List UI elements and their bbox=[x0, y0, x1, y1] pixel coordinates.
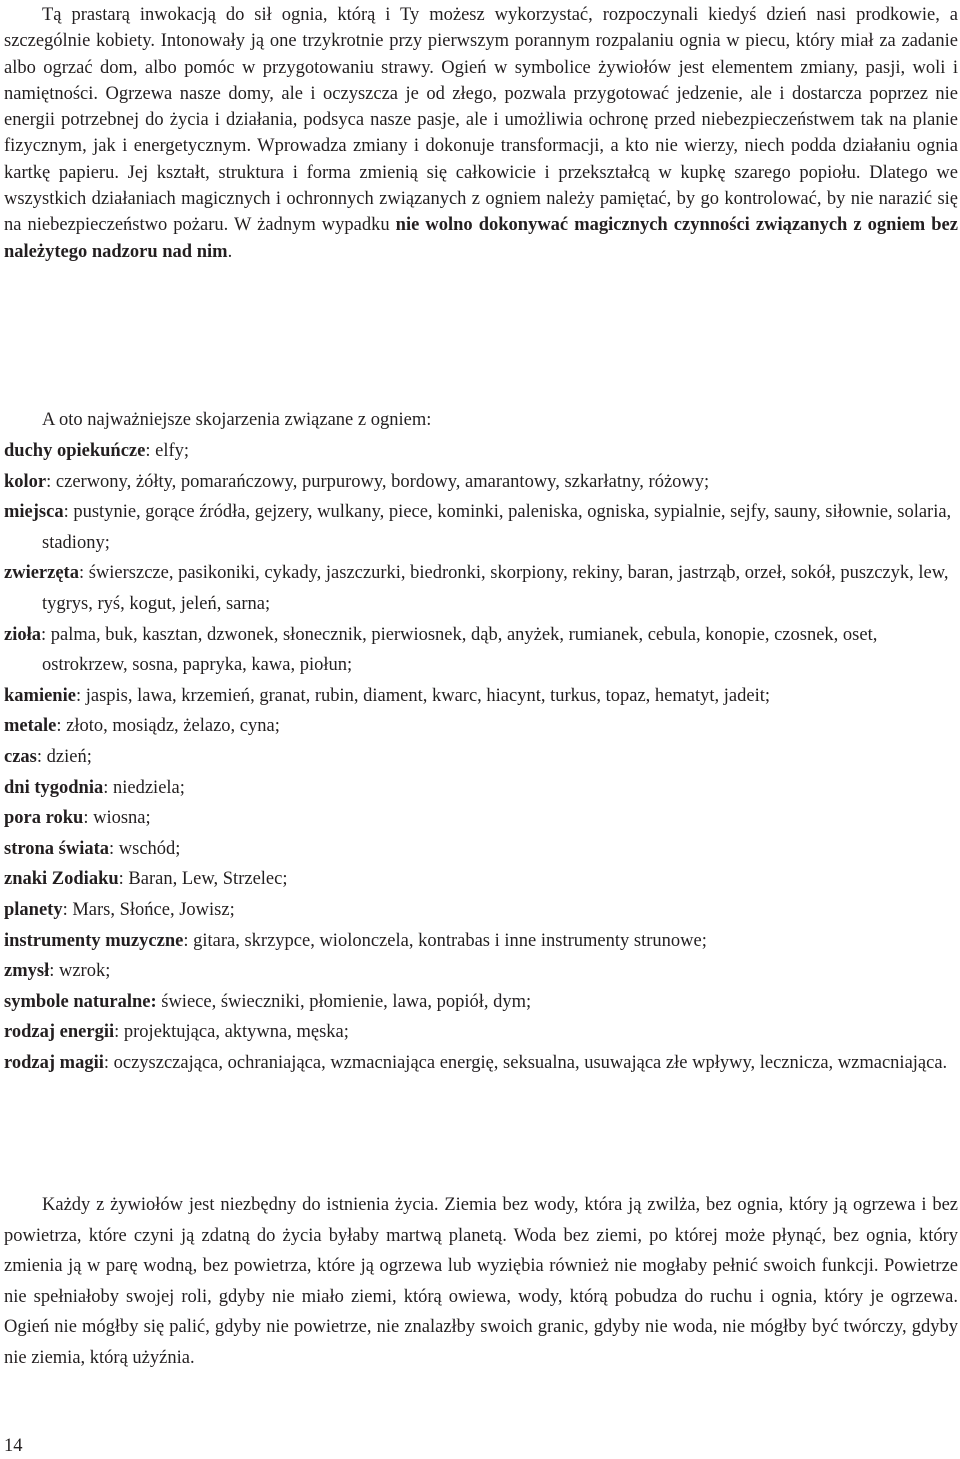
item-separator: : bbox=[103, 1052, 114, 1073]
item-label: zioła bbox=[4, 624, 41, 645]
list-item bbox=[4, 956, 958, 987]
item-value: wzrok; bbox=[58, 961, 111, 982]
item-separator: : bbox=[46, 471, 56, 492]
list-item bbox=[4, 1017, 958, 1048]
item-separator: : bbox=[56, 716, 67, 737]
item-separator: : bbox=[36, 746, 47, 767]
item-value: gitara, skrzypce, wiolonczela, kontrabas i inne instrumenty strunowe; bbox=[193, 930, 707, 951]
list-item bbox=[4, 467, 958, 498]
item-value: pustynie, gorące źródła, gejzery, wulkany, piece, kominki, paleniska, ogniska, sypialnie, sejfy, sauny, siłownie, solaria, stadiony; bbox=[42, 502, 952, 553]
warning-bold-text: nie wolno dokonywać magicznych czynności związanych z ogniem bez należytego nadzoru nad nim bbox=[4, 215, 958, 262]
item-label: duchy opiekuńcze bbox=[4, 441, 146, 461]
list-item bbox=[4, 864, 958, 895]
item-value: jaspis, lawa, krzemień, granat, rubin, diament, kwarc, hiacynt, turkus, topaz, hematyt, jadeit; bbox=[85, 685, 771, 706]
item-label: kamienie bbox=[4, 685, 76, 706]
paragraph-end: . bbox=[227, 241, 233, 262]
item-separator: : bbox=[118, 869, 129, 890]
list-item bbox=[4, 834, 958, 865]
item-separator: : bbox=[75, 685, 86, 706]
item-label: znaki Zodiaku bbox=[4, 869, 119, 890]
item-value: palma, buk, kasztan, dzwonek, słonecznik, pierwiosnek, dąb, anyżek, rumianek, cebula, konopie, czosnek, oset, ostrokrzew, sosna, papryka, kawa, piołun; bbox=[42, 624, 878, 676]
item-separator: : bbox=[49, 961, 59, 982]
item-separator: : bbox=[145, 441, 156, 461]
list-item bbox=[4, 711, 958, 742]
paragraph-fire-symbolism bbox=[4, 2, 958, 265]
item-value: świece, świeczniki, płomienie, lawa, popiół, dym; bbox=[161, 991, 532, 1012]
list-item bbox=[4, 803, 958, 834]
item-value: wiosna; bbox=[93, 808, 151, 829]
item-separator: : bbox=[78, 563, 89, 584]
item-separator: : bbox=[63, 502, 74, 523]
item-label: pora roku bbox=[4, 808, 84, 829]
item-label: rodzaj energii bbox=[4, 1022, 115, 1043]
item-separator: : bbox=[41, 624, 51, 645]
list-item bbox=[4, 497, 958, 558]
item-value: projektująca, aktywna, męska; bbox=[123, 1022, 349, 1043]
item-value: Baran, Lew, Strzelec; bbox=[128, 869, 288, 890]
list-item bbox=[4, 558, 958, 619]
item-label: instrumenty muzyczne bbox=[4, 930, 184, 951]
item-label: symbole naturalne: bbox=[4, 991, 157, 1012]
item-label: zwierzęta bbox=[4, 563, 79, 584]
paragraph-text: Tą prastarą inwokacją do sił ognia, którą i Ty możesz wykorzystać, rozpoczynali kiedyś dzień nasi prodkowie, a szczególnie kobiety. Intonowały ją one trzykrotnie przy pierwszym porannym rozpalaniu ognia w piecu, który miał za zadanie albo ogrzać dom, albo pomóc w przygotowaniu strawy. Ogień w symbolice żywiołów jest elementem zmiany, pasji, woli i namiętności. Ogrzewa nasze domy, ale i oczyszcza je od złego, pozwala przygotować jedzenie, ale i dostarcza poprzez nie energii potrzebnej do życia i działania, podsyca nasze pasje, ale i umożliwia ochronę przed niebezpieczeństwem tak na planie fizycznym, jak i energetycznym. Wprowadza zmiany i dokonuje transformacji, a kto nie wierzy, niech podda działaniu ognia kartkę papieru. Jej kształt, struktura i forma zmienią się całkowicie i przekształcą w kupkę szarego popiołu. Dlatego we wszystkich działaniach magicznych i ochronnych związanych z ogniem należy pamiętać, by go kontrolować, by nie narazić się na niebezpieczeństwo pożaru. W żadnym wypadku bbox=[4, 5, 958, 236]
list-item bbox=[4, 895, 958, 926]
item-label: zmysł bbox=[4, 961, 50, 982]
item-value: oczyszczająca, ochraniająca, wzmacniająca energię, seksualna, usuwająca złe wpływy, lecznicza, wzmacniająca. bbox=[113, 1052, 948, 1073]
list-item bbox=[4, 620, 958, 681]
list-item bbox=[4, 436, 958, 467]
item-value: dzień; bbox=[46, 746, 92, 767]
item-separator: : bbox=[103, 777, 113, 798]
item-label: miejsca bbox=[4, 502, 64, 523]
paragraph-elements: Każdy z żywiołów jest niezbędny do istnienia życia. Ziemia bez wody, która ją zwilża, bez ognia, który ją ogrzewa i bez powietrza, które czyni ją zdatną do życia byłaby martwą planetą. Woda bez ziemi, po której może płynąć, bez ognia, który zmienia ją w parę wodną, bez powietrza, które ją ogrzewa lub wyziębia również nie mogłaby pełnić swoich funkcji. Powietrze nie spełniałoby swojej roli, gdyby nie miało ziemi, którą owiewa, wody, którą pobudza do ruchu i ognia, który je ogrzewa. Ogień nie mógłby się palić, gdyby nie powietrze, nie znalazłby swoich granic, gdyby nie woda, nie mógłby być twórczy, gdyby nie ziemia, którą użyźnia. bbox=[4, 1195, 958, 1368]
item-label: strona świata bbox=[4, 838, 110, 859]
item-value: elfy; bbox=[155, 441, 190, 461]
associations-list bbox=[4, 436, 958, 1078]
item-value: złoto, mosiądz, żelazo, cyna; bbox=[66, 716, 280, 737]
item-separator: : bbox=[62, 899, 73, 920]
item-separator: : bbox=[83, 808, 94, 829]
item-label: czas bbox=[4, 746, 37, 767]
item-separator: : bbox=[114, 1022, 124, 1043]
item-value: Mars, Słońce, Jowisz; bbox=[72, 899, 235, 920]
page-number: 14 bbox=[4, 1436, 23, 1456]
list-item bbox=[4, 681, 958, 712]
list-item bbox=[4, 773, 958, 804]
item-label: metale bbox=[4, 716, 57, 737]
item-value: czerwony, żółty, pomarańczowy, purpurowy, bordowy, amarantowy, szkarłatny, różowy; bbox=[55, 471, 710, 492]
item-label: rodzaj magii bbox=[4, 1052, 104, 1073]
item-label: kolor bbox=[4, 471, 47, 492]
item-label: planety bbox=[4, 899, 63, 920]
item-separator: : bbox=[183, 930, 194, 951]
associations-intro: A oto najważniejsze skojarzenia związane z ogniem: bbox=[42, 410, 432, 430]
list-item bbox=[4, 926, 958, 957]
item-value: świerszcze, pasikoniki, cykady, jaszczurki, biedronki, skorpiony, rekiny, baran, jastrząb, orzeł, sokół, puszczyk, lew, tygrys, ryś, kogut, jeleń, sarna; bbox=[42, 563, 949, 614]
list-item bbox=[4, 1048, 958, 1079]
list-item bbox=[4, 987, 958, 1018]
item-separator: : bbox=[109, 838, 119, 859]
item-value: niedziela; bbox=[113, 777, 185, 798]
item-value: wschód; bbox=[118, 838, 181, 859]
list-item bbox=[4, 742, 958, 773]
item-label: dni tygodnia bbox=[4, 777, 104, 798]
